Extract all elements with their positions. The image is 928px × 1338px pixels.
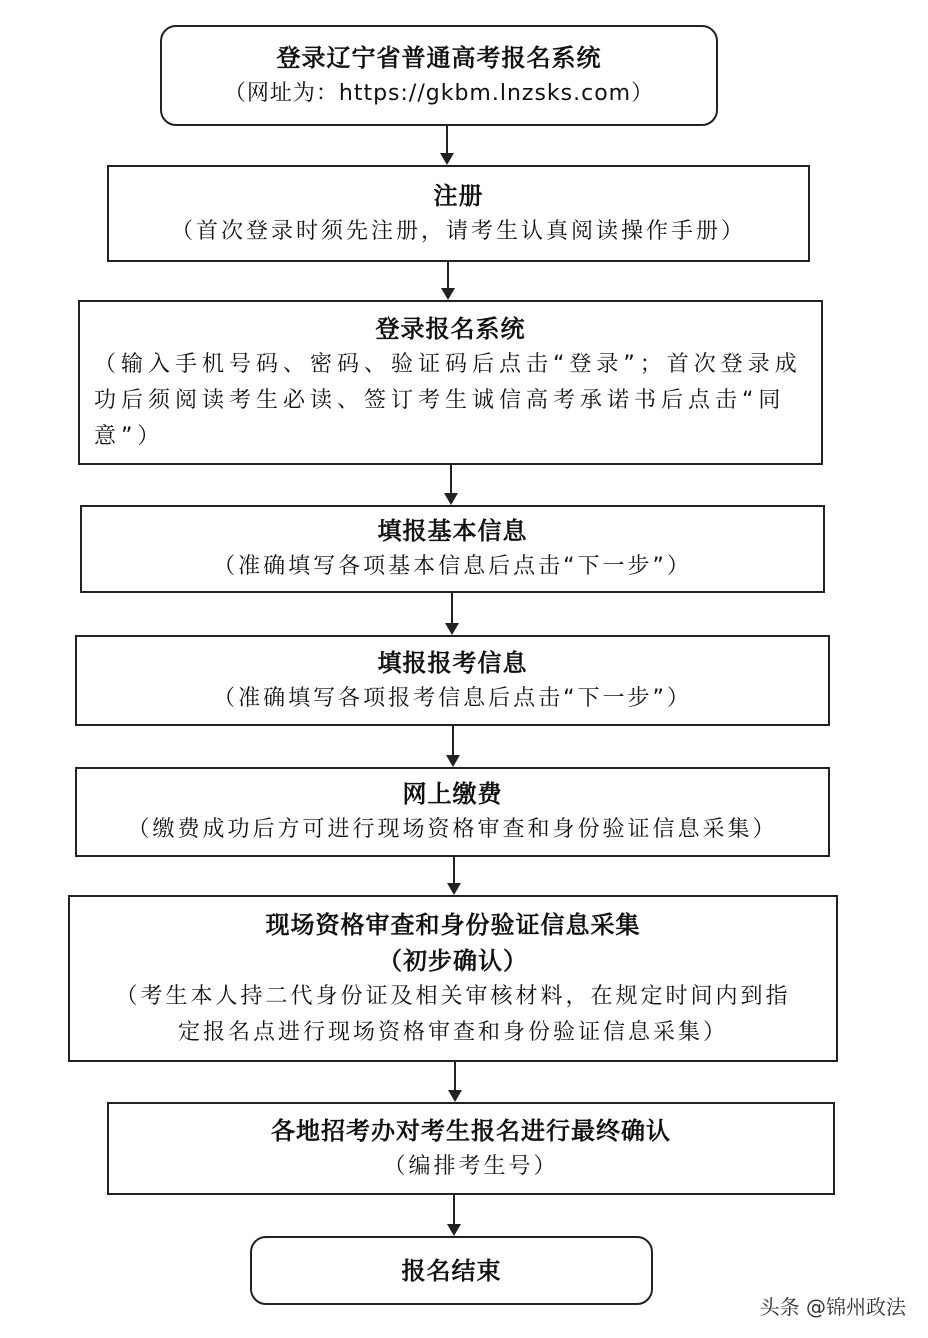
step-login-system xyxy=(78,300,823,465)
step-title: 各地招考办对考生报名进行最终确认 xyxy=(271,1116,671,1145)
step-title: 填报基本信息 xyxy=(377,517,528,545)
arrow xyxy=(452,726,454,765)
step-title: 登录辽宁省普通高考报名系统 xyxy=(276,43,602,72)
arrow xyxy=(453,1195,455,1234)
arrow xyxy=(446,126,448,163)
step-title: 网上缴费 xyxy=(402,780,503,808)
step-register xyxy=(107,165,810,262)
step-basic-info xyxy=(80,505,825,593)
step-desc: （首次登录时须先注册，请考生认真阅读操作手册） xyxy=(170,218,746,244)
step-desc: （网址为：https://gkbm.lnzsks.com） xyxy=(223,80,655,106)
step-exam-info xyxy=(75,635,830,726)
arrow xyxy=(451,593,453,633)
step-payment xyxy=(75,767,830,857)
step-desc: （考生本人持二代身份证及相关审核材料，在规定时间内到指定报名点进行现场资格审查和身份验证信息采集） xyxy=(115,983,791,1045)
step-desc: （缴费成功后方可进行现场资格审查和身份验证信息采集） xyxy=(127,817,778,842)
arrow xyxy=(447,262,449,298)
step-desc: （编排考生号） xyxy=(383,1153,559,1179)
step-title: 注册 xyxy=(433,181,484,210)
step-desc: （输入手机号码、密码、验证码后点击“登录”；首次登录成功后须阅读考生必读、签订考生诚信高考承诺书后点击“同意”） xyxy=(94,351,802,449)
arrow xyxy=(454,1062,456,1100)
step-end xyxy=(250,1236,653,1305)
step-desc: （准确填写各项报考信息后点击“下一步”） xyxy=(213,685,692,711)
step-title: 报名结束 xyxy=(401,1256,502,1285)
step-subtitle: （初步确认） xyxy=(378,946,528,975)
step-onsite-review xyxy=(68,895,838,1062)
step-title: 填报报考信息 xyxy=(377,648,528,677)
arrow xyxy=(453,857,455,893)
step-title: 登录报名系统 xyxy=(375,314,526,343)
arrow xyxy=(450,465,452,503)
step-title: 现场资格审查和身份验证信息采集 xyxy=(265,910,641,939)
step-final-confirm xyxy=(107,1102,835,1195)
watermark: 头条 @锦州政法 xyxy=(759,1295,906,1319)
step-login-portal xyxy=(160,25,718,126)
step-desc: （准确填写各项基本信息后点击“下一步”） xyxy=(213,554,692,579)
